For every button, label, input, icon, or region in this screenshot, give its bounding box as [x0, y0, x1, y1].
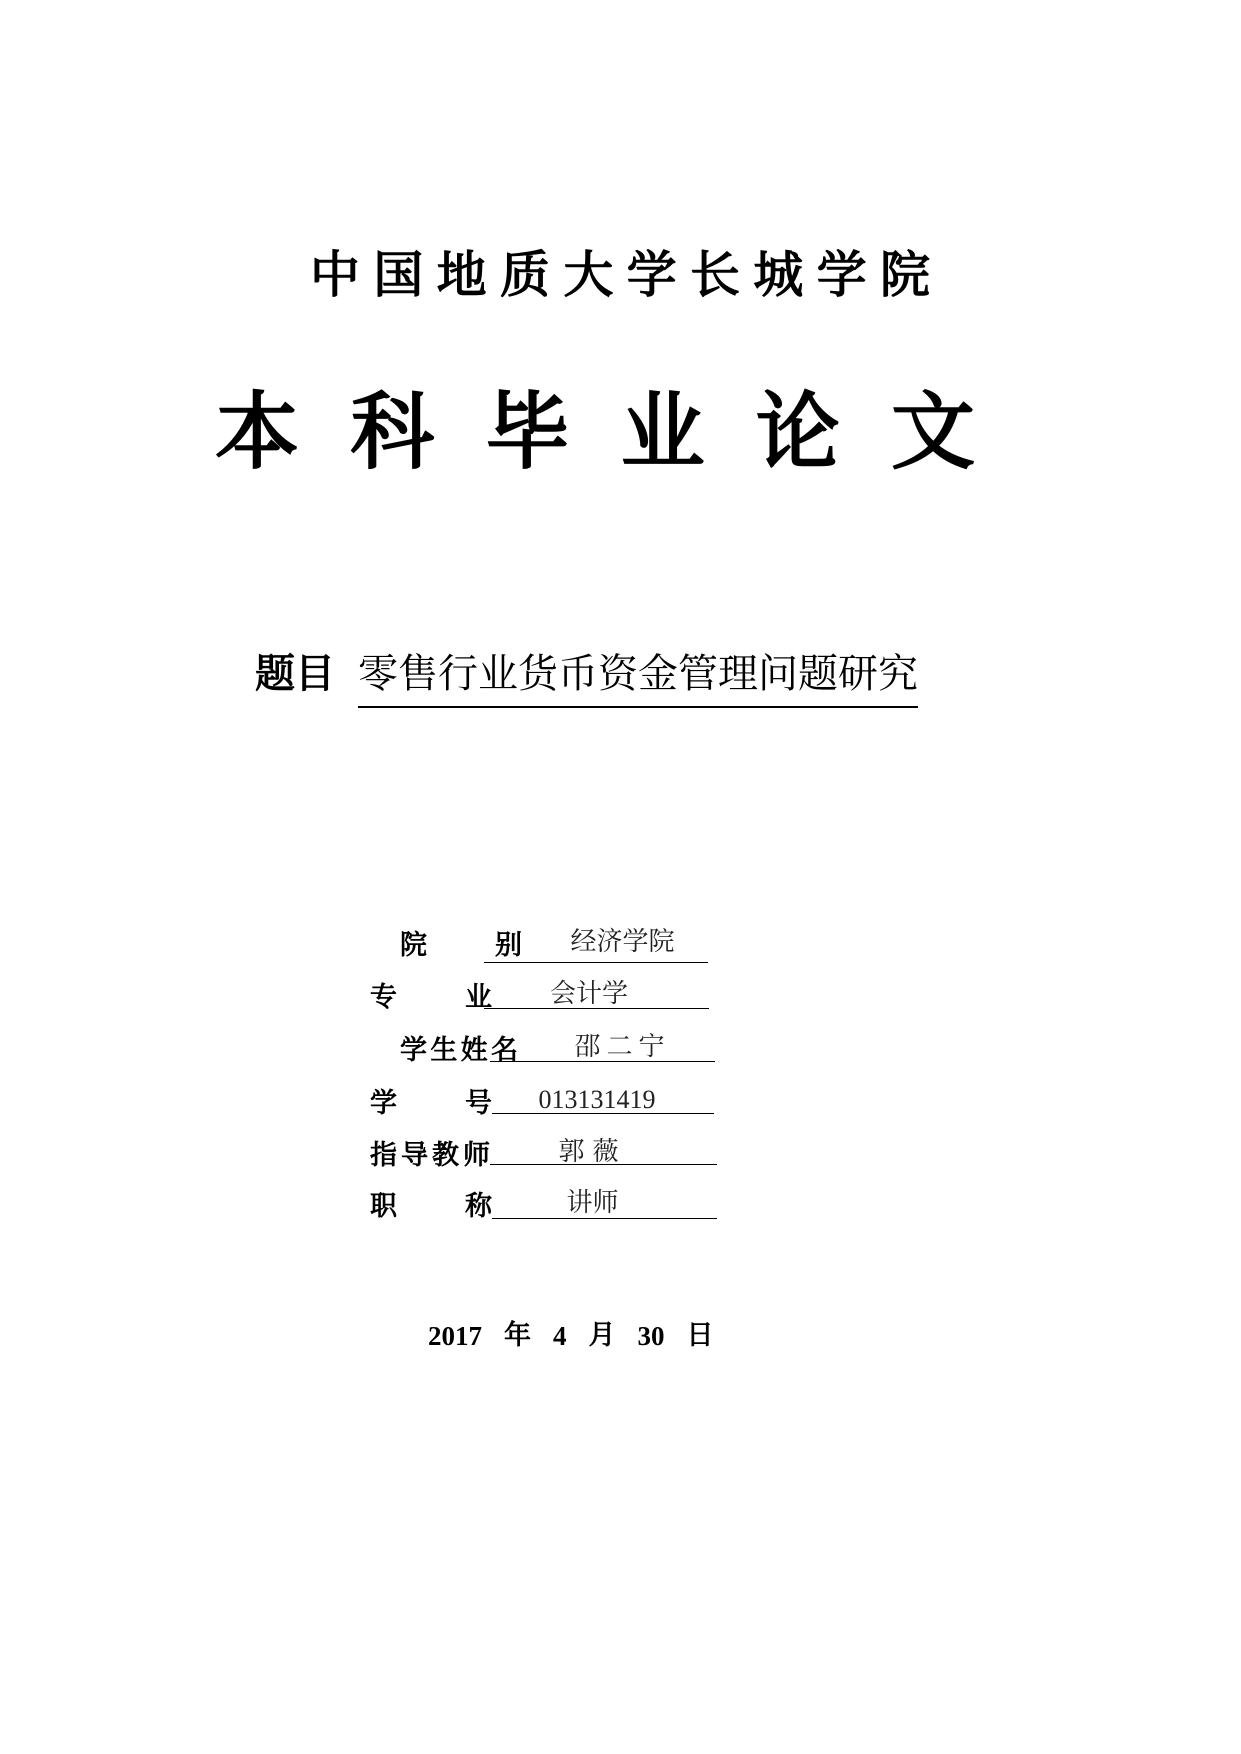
university-char: 中	[310, 246, 360, 304]
department-label-char: 院	[400, 929, 427, 961]
title-value: 讲师	[566, 1188, 619, 1218]
date-month-unit: 月	[588, 1320, 616, 1351]
student-name-label-char: 名	[490, 1034, 518, 1066]
student-name-label-char: 姓	[460, 1034, 488, 1066]
document-type-char: 毕	[485, 382, 570, 481]
advisor-label-char: 师	[463, 1139, 490, 1171]
major-value: 会计学	[549, 979, 628, 1009]
student-id-label-char: 号	[465, 1087, 492, 1119]
document-type-title	[215, 370, 975, 480]
student-name-label-char: 学	[400, 1034, 427, 1066]
university-char: 质	[499, 246, 550, 304]
submission-date	[428, 1316, 714, 1356]
topic-label: 题目	[255, 651, 335, 697]
major-label	[370, 974, 492, 1014]
university-char: 国	[373, 246, 424, 304]
student-name-value: 邵二宁	[574, 1032, 671, 1062]
document-type-char: 业	[620, 382, 705, 481]
title-label-char: 称	[465, 1190, 492, 1222]
major-label-char: 专	[370, 981, 397, 1013]
university-name	[310, 236, 930, 306]
student-id-label	[370, 1080, 492, 1120]
document-type-char: 论	[755, 382, 840, 481]
date-day: 30	[637, 1321, 665, 1351]
date-month: 4	[553, 1321, 567, 1351]
advisor-value: 郭薇	[558, 1137, 627, 1167]
advisor-label-char: 指	[370, 1139, 397, 1171]
university-char: 长	[689, 246, 740, 304]
date-year: 2017	[428, 1321, 482, 1351]
advisor-label-char: 导	[401, 1139, 428, 1171]
advisor-label	[370, 1132, 490, 1172]
student-id-value: 013131419	[538, 1085, 656, 1114]
document-type-char: 文	[890, 382, 975, 481]
university-char: 学	[816, 246, 867, 304]
topic-value: 零售行业货币资金管理问题研究	[358, 644, 918, 708]
major-label-char: 业	[465, 981, 492, 1013]
department-label-char: 别	[495, 929, 522, 961]
document-type-char: 本	[215, 382, 300, 481]
university-char: 城	[753, 246, 804, 304]
university-char: 大	[563, 246, 614, 304]
date-year-unit: 年	[504, 1320, 531, 1351]
university-char: 地	[436, 246, 487, 304]
university-char: 院	[879, 246, 930, 304]
title-label-char: 职	[370, 1190, 397, 1222]
advisor-label-char: 教	[432, 1139, 459, 1171]
department-value: 经济学院	[570, 927, 675, 957]
title-label	[370, 1183, 492, 1223]
university-char: 学	[626, 246, 677, 304]
student-id-label-char: 学	[370, 1087, 397, 1119]
student-name-label-char: 生	[430, 1034, 458, 1066]
document-type-char: 科	[350, 382, 435, 481]
date-day-unit: 日	[686, 1320, 714, 1351]
